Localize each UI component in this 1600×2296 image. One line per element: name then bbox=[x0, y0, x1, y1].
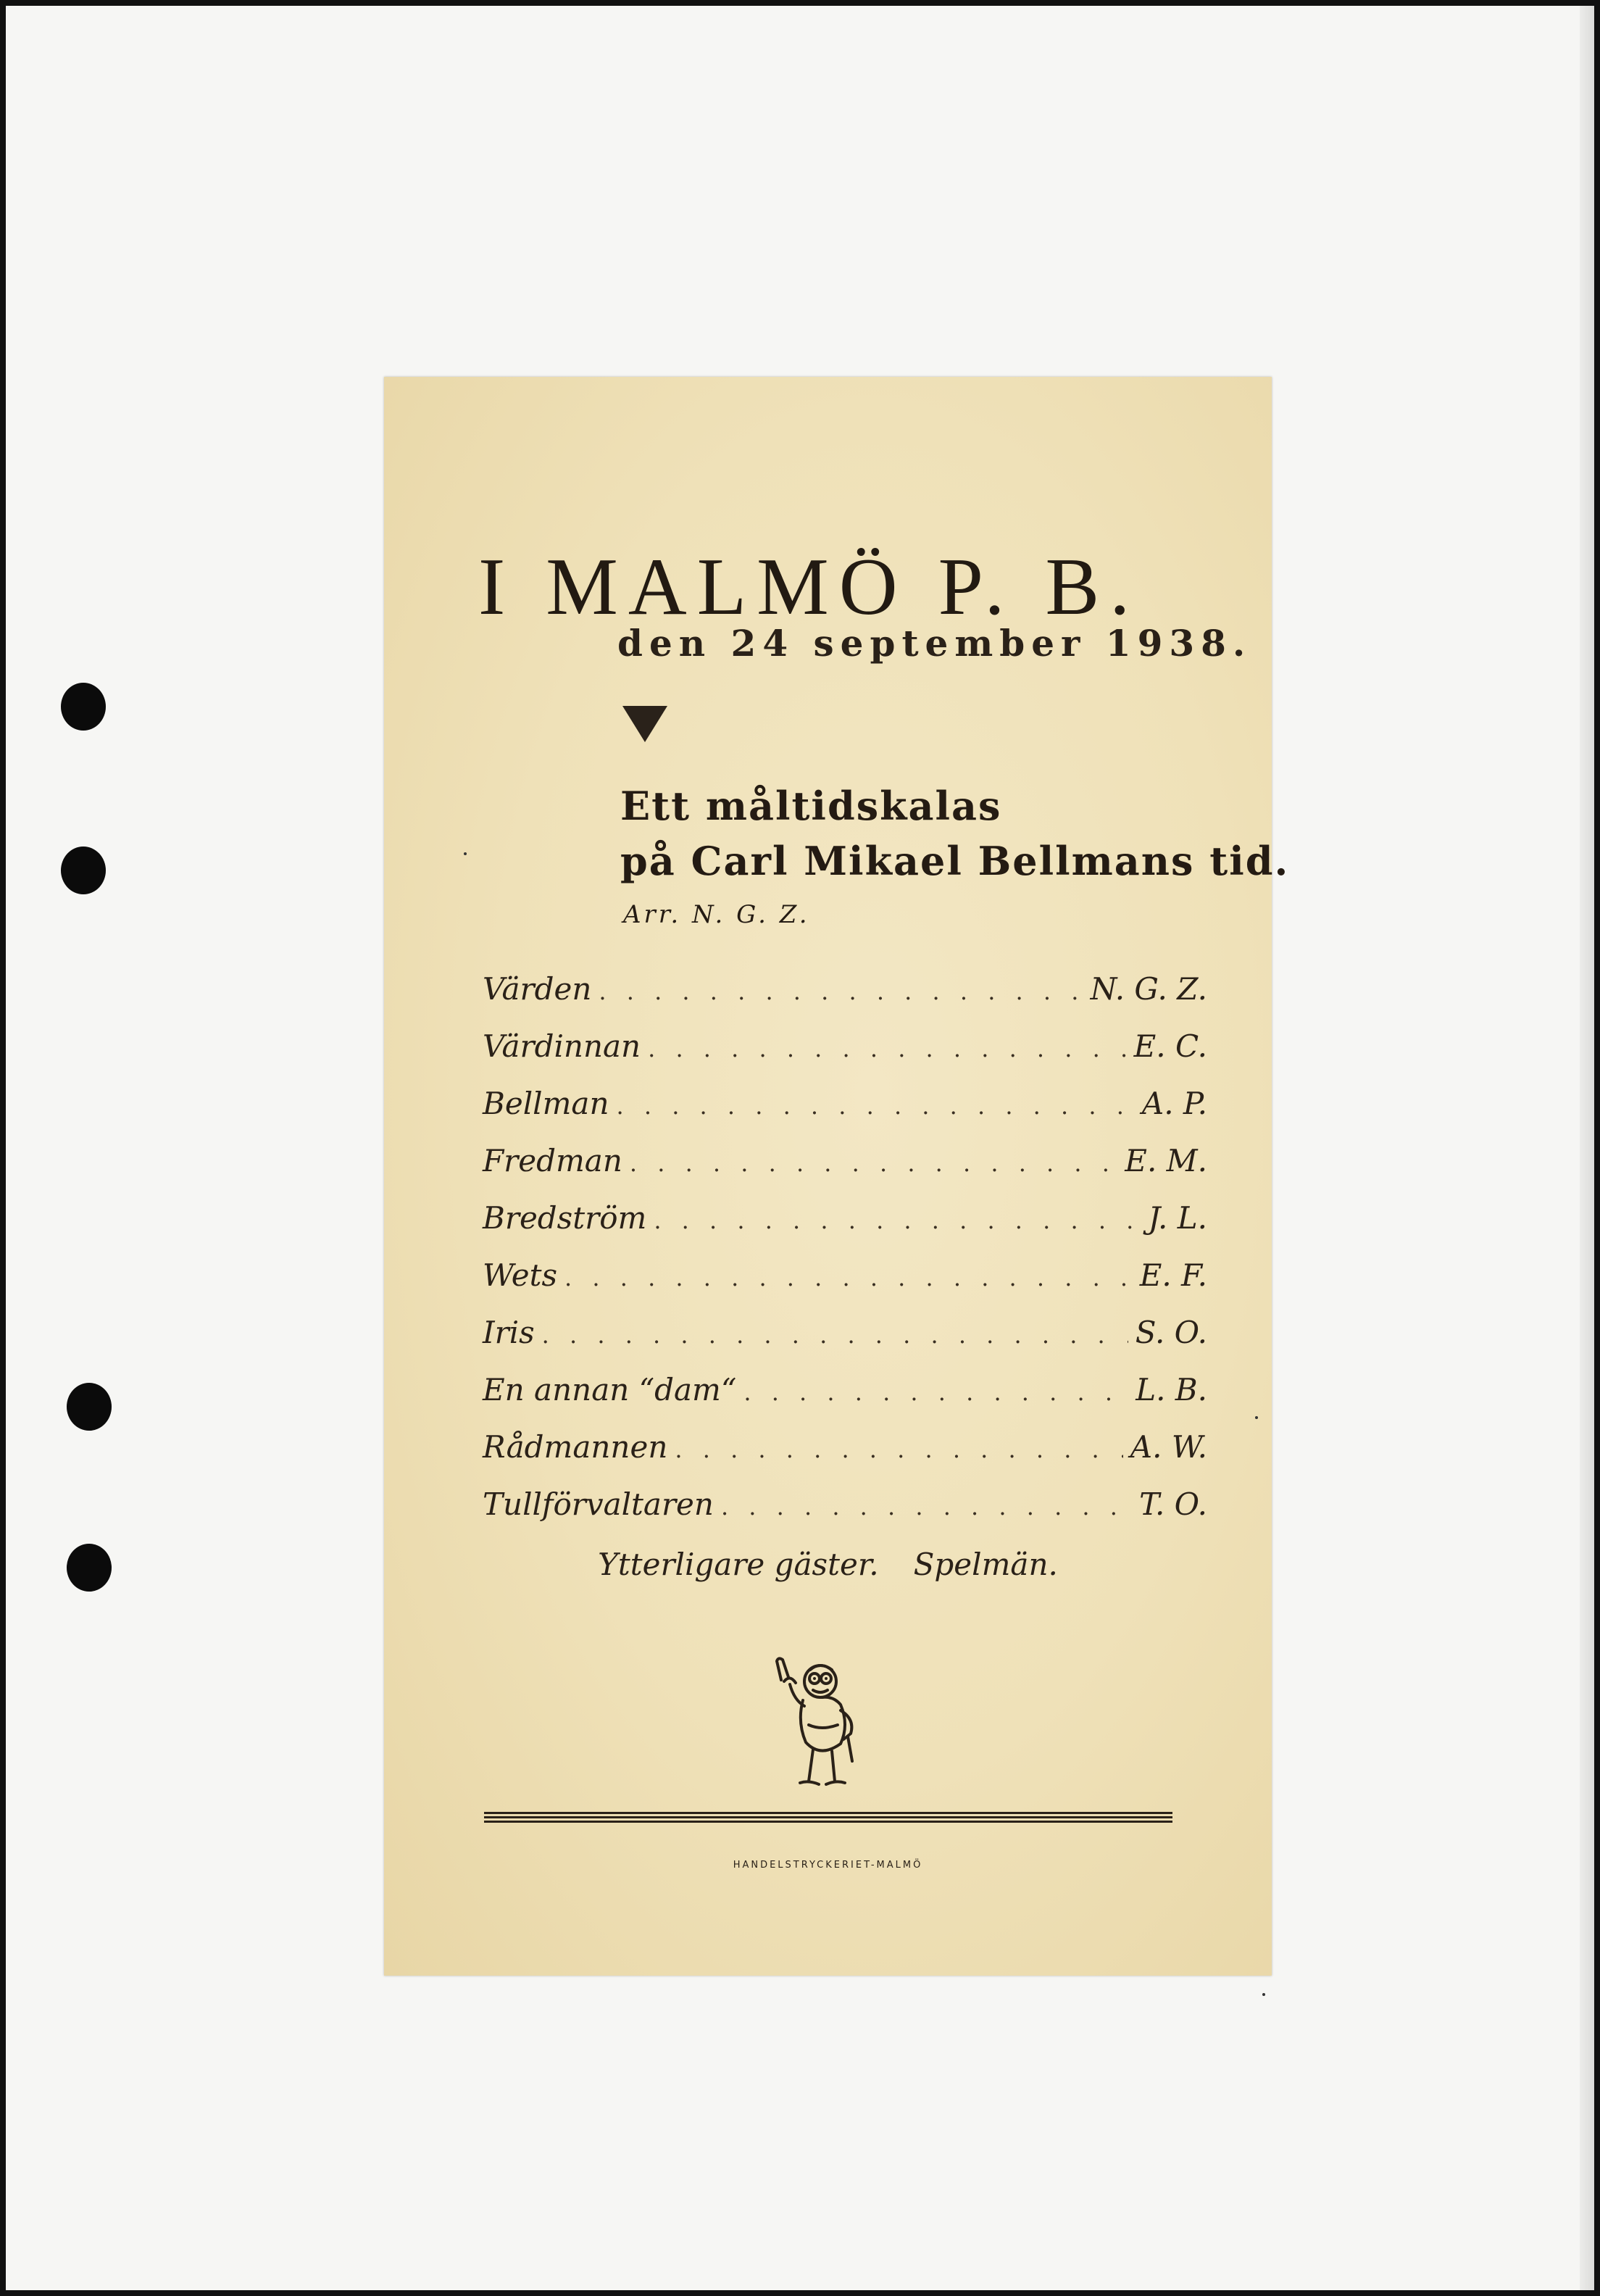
program-title: I MALMÖ P. B. bbox=[478, 542, 1141, 632]
role-initials: E. M. bbox=[1125, 1143, 1207, 1178]
role-name: Fredman bbox=[483, 1143, 622, 1178]
dot-leader bbox=[721, 1493, 1132, 1521]
program-date: den 24 september 1938. bbox=[617, 622, 1252, 665]
cast-list bbox=[483, 971, 1207, 1544]
triangle-down-icon bbox=[622, 706, 667, 742]
role-initials: L. B. bbox=[1136, 1372, 1207, 1407]
program-subtitle: Ett måltidskalas bbox=[620, 783, 1002, 829]
dot-leader bbox=[630, 1149, 1117, 1177]
role-initials: J. L. bbox=[1148, 1200, 1207, 1236]
cast-row bbox=[483, 1486, 1207, 1544]
role-name: Värdinnan bbox=[483, 1028, 641, 1064]
printer-mascot-icon bbox=[768, 1652, 877, 1797]
cast-row bbox=[483, 1028, 1207, 1086]
program-subtitle-continued: på Carl Mikael Bellmans tid. bbox=[620, 838, 1290, 884]
cast-row bbox=[483, 971, 1207, 1028]
dot-leader bbox=[648, 1035, 1127, 1062]
cast-row bbox=[483, 1257, 1207, 1315]
binder-hole bbox=[67, 1383, 112, 1431]
role-name: Värden bbox=[483, 971, 592, 1007]
dot-leader bbox=[654, 1207, 1141, 1234]
role-name: Bredström bbox=[483, 1200, 647, 1236]
role-name: Tullförvaltaren bbox=[483, 1486, 714, 1522]
dot-leader bbox=[564, 1264, 1133, 1292]
binder-hole bbox=[61, 847, 106, 894]
role-name: Bellman bbox=[483, 1086, 609, 1121]
dot-leader bbox=[743, 1378, 1128, 1406]
binder-hole bbox=[67, 1544, 112, 1592]
footer-guests: Ytterligare gäster. bbox=[598, 1547, 879, 1582]
cast-row bbox=[483, 1200, 1207, 1257]
double-rule-divider bbox=[484, 1812, 1172, 1829]
binder-hole bbox=[61, 683, 106, 731]
cast-row bbox=[483, 1315, 1207, 1372]
paper-speck bbox=[1255, 1416, 1258, 1419]
role-name: Rådmannen bbox=[483, 1429, 668, 1465]
role-initials: N. G. Z. bbox=[1090, 971, 1207, 1007]
album-page-edge bbox=[1580, 6, 1594, 2290]
role-initials: T. O. bbox=[1139, 1486, 1207, 1522]
dot-leader bbox=[599, 978, 1083, 1005]
cast-row bbox=[483, 1086, 1207, 1143]
role-initials: S. O. bbox=[1135, 1315, 1207, 1350]
program-arranger: Arr. N. G. Z. bbox=[623, 900, 810, 929]
footer-note bbox=[384, 1547, 1272, 1582]
printer-imprint: HANDELSTRYCKERIET-MALMÖ bbox=[733, 1860, 923, 1871]
paper-speck bbox=[464, 852, 467, 855]
program-card bbox=[384, 377, 1290, 1976]
role-name: Wets bbox=[483, 1257, 558, 1293]
role-initials: A. W. bbox=[1130, 1429, 1207, 1465]
dot-leader bbox=[675, 1436, 1122, 1463]
footer-musicians: Spelmän. bbox=[913, 1547, 1058, 1582]
paper-speck bbox=[1262, 1993, 1265, 1996]
cast-row bbox=[483, 1429, 1207, 1486]
cast-row bbox=[483, 1143, 1207, 1200]
role-name: En annan “dam“ bbox=[483, 1372, 737, 1407]
role-initials: E. F. bbox=[1139, 1257, 1207, 1293]
dot-leader bbox=[617, 1092, 1135, 1120]
role-initials: E. C. bbox=[1133, 1028, 1207, 1064]
role-name: Iris bbox=[483, 1315, 535, 1350]
cast-row bbox=[483, 1372, 1207, 1429]
role-initials: A. P. bbox=[1141, 1086, 1207, 1121]
dot-leader bbox=[542, 1321, 1128, 1349]
